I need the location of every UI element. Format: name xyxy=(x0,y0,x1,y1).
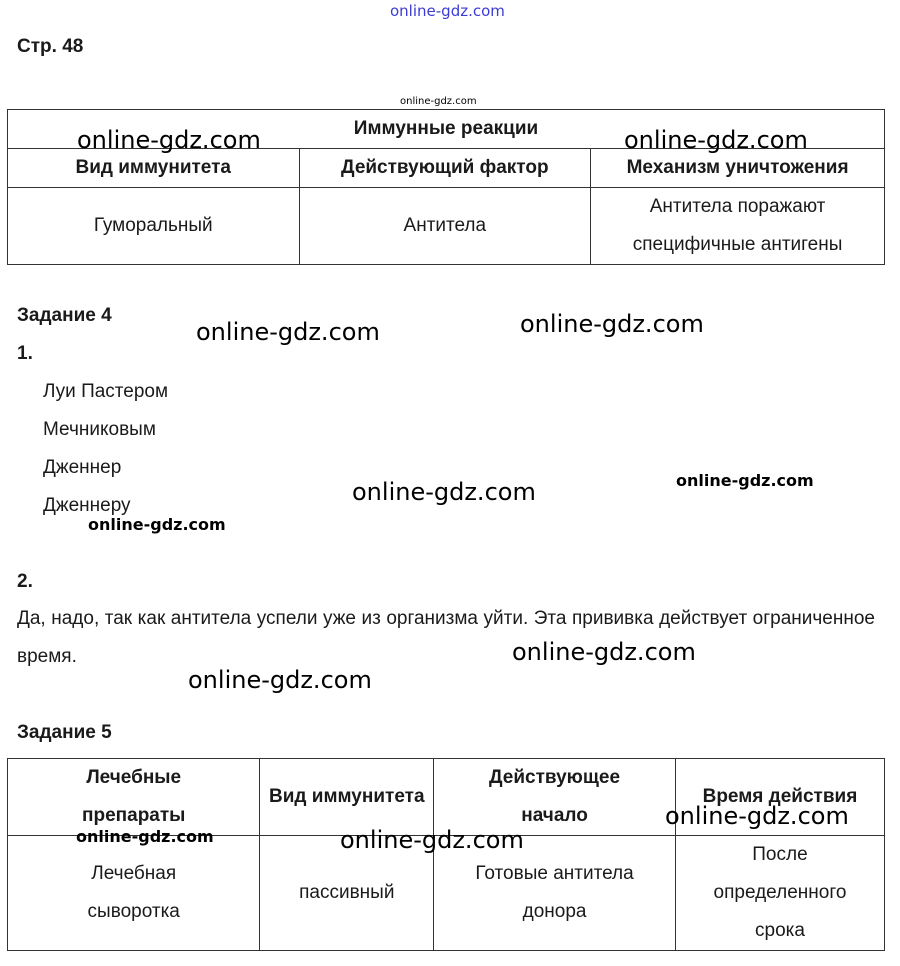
watermark: online-gdz.com xyxy=(665,802,849,830)
watermark: online-gdz.com xyxy=(352,478,536,506)
task4-part2-text: Да, надо, так как антитела успели уже из организма уйти. Эта прививка действует ограниченное время. xyxy=(17,608,875,667)
medicines-table xyxy=(7,758,885,951)
watermark: online-gdz.com xyxy=(77,126,261,154)
watermark: online-gdz.com xyxy=(188,666,372,694)
table-header: Время действия xyxy=(675,759,884,836)
table-header: Лечебные препараты xyxy=(8,759,260,836)
table-cell: Антитела поражают специфичные антигены xyxy=(591,188,885,265)
watermark: online-gdz.com xyxy=(76,827,214,846)
table-cell: Лечебная сыворотка xyxy=(8,836,260,951)
watermark: online-gdz.com xyxy=(512,638,696,666)
table-header: Действующее начало xyxy=(434,759,676,836)
table-cell: Антитела xyxy=(299,188,591,265)
list-item: Луи Пастером xyxy=(43,381,169,402)
table-cell: После определенного срока xyxy=(675,836,884,951)
page-label: Стр. 48 xyxy=(17,36,84,57)
table-cell: пассивный xyxy=(260,836,434,951)
watermark: online-gdz.com xyxy=(340,826,524,854)
watermark: online-gdz.com xyxy=(520,310,704,338)
table-cell: Гуморальный xyxy=(8,188,300,265)
task5-title: Задание 5 xyxy=(17,722,112,743)
table-title: Иммунные реакции xyxy=(8,110,885,149)
table-cell: Готовые антитела донора xyxy=(434,836,676,951)
table-header: Действующий фактор xyxy=(299,149,591,188)
watermark-top: online-gdz.com xyxy=(390,2,505,20)
watermark: online-gdz.com xyxy=(676,471,814,490)
task4-title: Задание 4 xyxy=(17,305,112,326)
table-header: Механизм уничтожения xyxy=(591,149,885,188)
list-item: Мечниковым xyxy=(43,419,156,440)
table-header: Вид иммунитета xyxy=(260,759,434,836)
list-item: Дженнеру xyxy=(43,495,131,516)
task4-part1-number: 1. xyxy=(17,343,33,364)
table-header: Вид иммунитета xyxy=(8,149,300,188)
watermark: online-gdz.com xyxy=(400,96,477,107)
watermark: online-gdz.com xyxy=(88,515,226,534)
list-item: Дженнер xyxy=(43,457,122,478)
task4-part2-number: 2. xyxy=(17,571,33,592)
watermark: online-gdz.com xyxy=(196,318,380,346)
watermark: online-gdz.com xyxy=(624,126,808,154)
